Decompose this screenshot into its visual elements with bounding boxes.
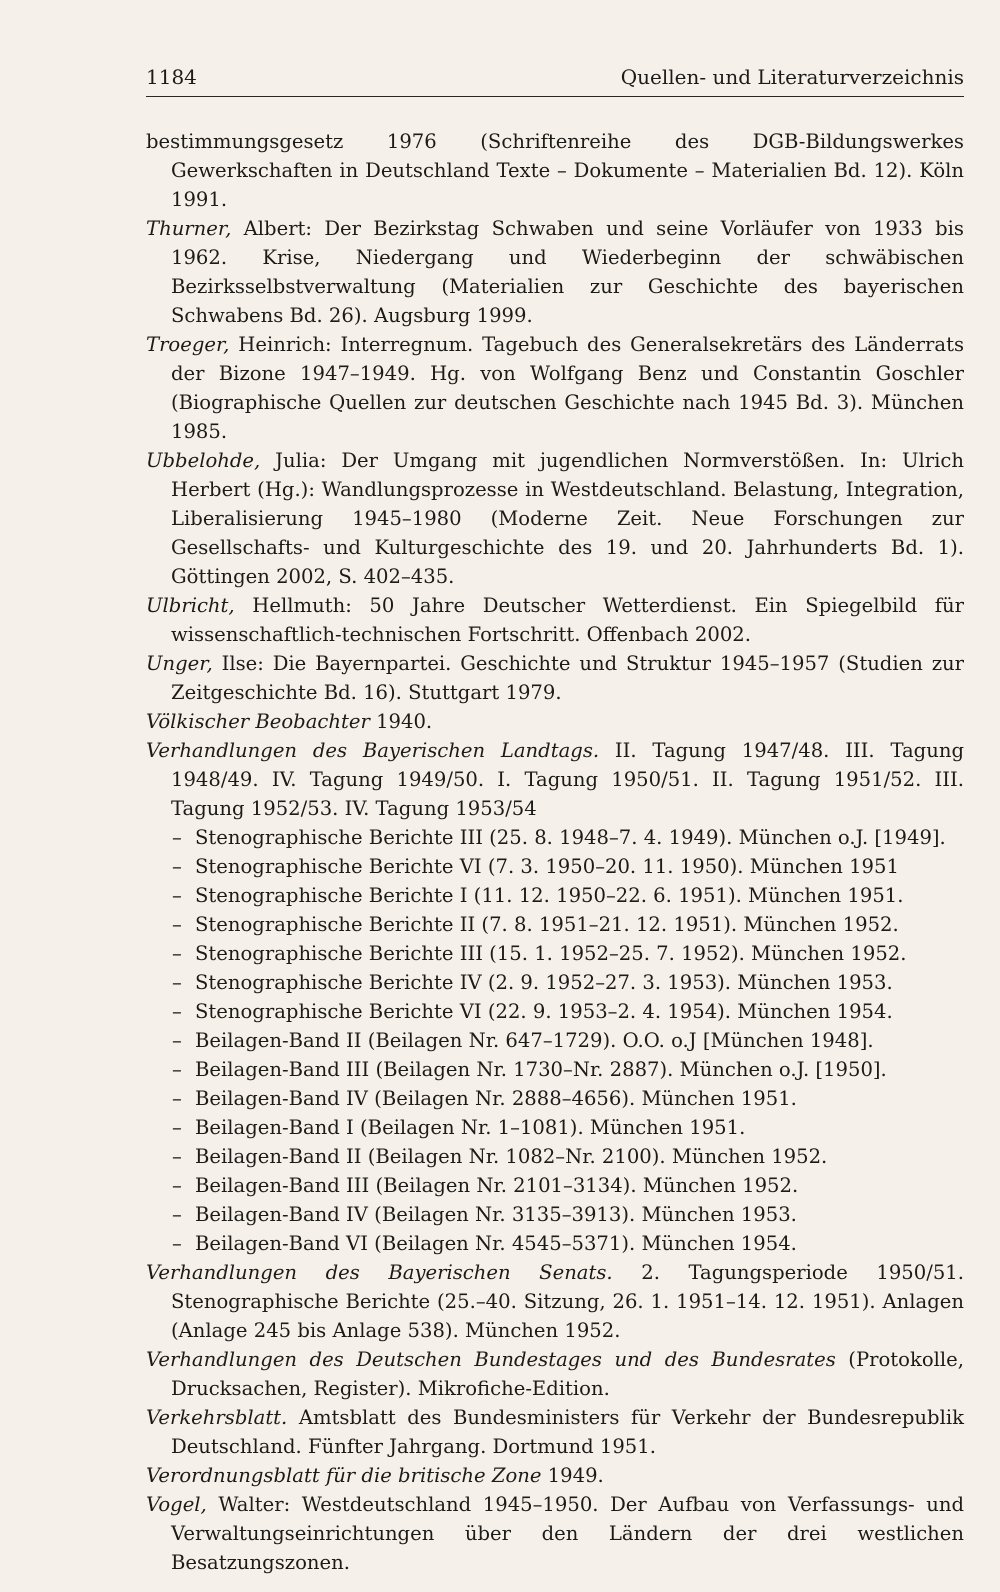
page-number: 1184 [146, 65, 197, 89]
bibliography-entry [146, 214, 964, 330]
entry-text: Ilse: Die Bayernpartei. Geschichte und Struktur 1945–1957 (Studien zur Zeitgeschichte Bd. 16). Stuttgart 1979. [171, 652, 964, 704]
entry-author: Verhandlungen des Bayerischen Landtags. [146, 739, 600, 762]
dash-marker: – [172, 1116, 182, 1139]
dash-marker: – [172, 1000, 182, 1023]
entry-text: 1949. [541, 1464, 604, 1487]
sub-entry [146, 1171, 964, 1200]
running-title: Quellen- und Literaturverzeichnis [620, 65, 964, 89]
dash-marker: – [172, 1145, 182, 1168]
sub-entry-text: Stenographische Berichte IV (2. 9. 1952–27. 3. 1953). München 1953. [195, 971, 893, 994]
entry-author: Vogel, [146, 1493, 207, 1516]
sub-entry-text: Stenographische Berichte VI (7. 3. 1950–20. 11. 1950). München 1951 [195, 855, 899, 878]
entry-text: Heinrich: Interregnum. Tagebuch des Generalsekretärs des Länderrats der Bizone 1947–1949. Hg. von Wolfgang Benz und Constantin Goschler (Biographische Quellen zur deutschen Geschichte nach 1945 Bd. 3). München 1985. [171, 333, 964, 443]
dash-marker: – [172, 1232, 182, 1255]
sub-entry-text: Beilagen-Band I (Beilagen Nr. 1–1081). München 1951. [195, 1116, 746, 1139]
entry-text: Amtsblatt des Bundesministers für Verkehr der Bundesrepublik Deutschland. Fünfter Jahrgang. Dortmund 1951. [171, 1406, 964, 1458]
sub-entry-text: Beilagen-Band II (Beilagen Nr. 1082–Nr. 2100). München 1952. [195, 1145, 828, 1168]
bibliography-entry [146, 446, 964, 591]
dash-marker: – [172, 971, 182, 994]
bibliography-entry [146, 736, 964, 823]
entry-author: Troeger, [146, 333, 230, 356]
bibliography-entry [146, 1345, 964, 1403]
sub-entry-text: Stenographische Berichte III (15. 1. 1952–25. 7. 1952). München 1952. [195, 942, 907, 965]
sub-entry [146, 1200, 964, 1229]
sub-entry [146, 1229, 964, 1258]
sub-entry [146, 1084, 964, 1113]
sub-entry-text: Beilagen-Band III (Beilagen Nr. 2101–3134). München 1952. [195, 1174, 799, 1197]
sub-entry [146, 823, 964, 852]
entry-text: Walter: Westdeutschland 1945–1950. Der Aufbau von Verfassungs- und Verwaltungseinrichtungen über den Ländern der drei westlichen Besatzungszonen. [171, 1493, 964, 1574]
entry-text: Hellmuth: 50 Jahre Deutscher Wetterdienst. Ein Spiegelbild für wissenschaftlich-technischen Fortschritt. Offenbach 2002. [171, 594, 964, 646]
dash-marker: – [172, 1174, 182, 1197]
sub-entry-text: Stenographische Berichte VI (22. 9. 1953–2. 4. 1954). München 1954. [195, 1000, 893, 1023]
entry-text: (Protokolle, Drucksachen, Register). Mikrofiche-Edition. [171, 1348, 964, 1400]
running-header [146, 62, 964, 97]
dash-marker: – [172, 1203, 182, 1226]
sub-entry-text: Beilagen-Band IV (Beilagen Nr. 2888–4656). München 1951. [195, 1087, 797, 1110]
bibliography-entry [146, 1490, 964, 1577]
entry-author: Völkischer Beobachter [146, 710, 370, 733]
bibliography-entry [146, 707, 964, 736]
bibliography-entry [146, 649, 964, 707]
entry-author: Unger, [146, 652, 213, 675]
sub-entry [146, 1026, 964, 1055]
entry-text: Albert: Der Bezirkstag Schwaben und seine Vorläufer von 1933 bis 1962. Krise, Niedergang und Wiederbeginn der schwäbischen Bezirksselbstverwaltung (Materialien zur Geschichte des bayerischen Schwabens Bd. 26). Augsburg 1999. [171, 217, 964, 327]
sub-entry-text: Stenographische Berichte III (25. 8. 1948–7. 4. 1949). München o.J. [1949]. [195, 826, 946, 849]
sub-entry [146, 1142, 964, 1171]
sub-entry [146, 852, 964, 881]
entry-author: Verordnungsblatt für die britische Zone [146, 1464, 542, 1487]
sub-entry-text: Stenographische Berichte I (11. 12. 1950–22. 6. 1951). München 1951. [195, 884, 904, 907]
bibliography-entry [146, 1461, 964, 1490]
sub-entry [146, 1113, 964, 1142]
dash-marker: – [172, 1058, 182, 1081]
sub-entry [146, 910, 964, 939]
entry-author: Thurner, [146, 217, 232, 240]
bibliography-entry [146, 1258, 964, 1345]
sub-entry-text: Stenographische Berichte II (7. 8. 1951–21. 12. 1951). München 1952. [195, 913, 899, 936]
entry-author: Ubbelohde, [146, 449, 261, 472]
dash-marker: – [172, 913, 182, 936]
sub-entry-text: Beilagen-Band II (Beilagen Nr. 647–1729). O.O. o.J [München 1948]. [195, 1029, 874, 1052]
sub-entry [146, 939, 964, 968]
bibliography-list [146, 127, 964, 1577]
bibliography-entry [146, 127, 964, 214]
entry-text: 1940. [369, 710, 433, 733]
dash-marker: – [172, 1087, 182, 1110]
sub-entry [146, 881, 964, 910]
sub-entry-text: Beilagen-Band VI (Beilagen Nr. 4545–5371). München 1954. [195, 1232, 797, 1255]
entry-text: II. Tagung 1947/48. III. Tagung 1948/49. IV. Tagung 1949/50. I. Tagung 1950/51. II. Tagung 1951/52. III. Tagung 1952/53. IV. Tagung 1953/54 [171, 739, 964, 820]
sub-entry [146, 1055, 964, 1084]
entry-author: Verhandlungen des Bayerischen Senats. [146, 1261, 613, 1284]
bibliography-entry [146, 1403, 964, 1461]
entry-text: bestimmungsgesetz 1976 (Schriftenreihe des DGB-Bildungswerkes Gewerkschaften in Deutschland Texte – Dokumente – Materialien Bd. 12). Köln 1991. [146, 130, 964, 211]
sub-entry-text: Beilagen-Band IV (Beilagen Nr. 3135–3913). München 1953. [195, 1203, 797, 1226]
entry-text: 2. Tagungsperiode 1950/51. Stenographische Berichte (25.–40. Sitzung, 26. 1. 1951–14. 12. 1951). Anlagen (Anlage 245 bis Anlage 538). München 1952. [171, 1261, 964, 1342]
sub-entry [146, 997, 964, 1026]
entry-author: Ulbricht, [146, 594, 235, 617]
dash-marker: – [172, 1029, 182, 1052]
dash-marker: – [172, 942, 182, 965]
dash-marker: – [172, 884, 182, 907]
dash-marker: – [172, 826, 182, 849]
sub-entry-text: Beilagen-Band III (Beilagen Nr. 1730–Nr. 2887). München o.J. [1950]. [195, 1058, 887, 1081]
bibliography-entry [146, 591, 964, 649]
entry-author: Verhandlungen des Deutschen Bundestages und des Bundesrates [146, 1348, 836, 1371]
dash-marker: – [172, 855, 182, 878]
sub-entry [146, 968, 964, 997]
bibliography-entry [146, 330, 964, 446]
entry-text: Julia: Der Umgang mit jugendlichen Normverstößen. In: Ulrich Herbert (Hg.): Wandlungsprozesse in Westdeutschland. Belastung, Integration, Liberalisierung 1945–1980 (Moderne Zeit. Neue Forschungen zur Gesellschafts- und Kulturgeschichte des 19. und 20. Jahrhunderts Bd. 1). Göttingen 2002, S. 402–435. [171, 449, 964, 588]
entry-author: Verkehrsblatt. [146, 1406, 288, 1429]
